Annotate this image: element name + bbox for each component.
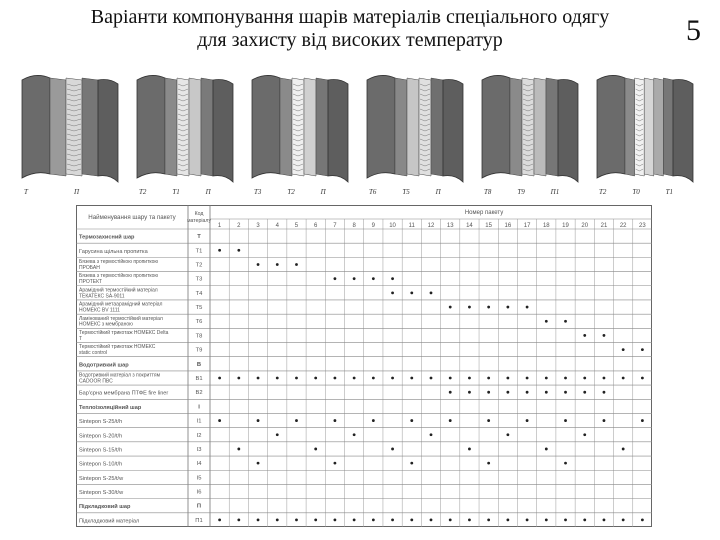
- layer-figure-2: [133, 74, 243, 196]
- material-name: Водотривкий матеріал з покриттям CADOOR ПВСВодотривкий матеріал з покриттям CADOOR ПВС: [79, 372, 161, 385]
- material-code: I5: [196, 475, 202, 482]
- header-code: Код: [194, 211, 204, 217]
- lining-layer: [673, 80, 693, 183]
- variant-mark: [257, 263, 260, 266]
- variant-mark: [526, 519, 529, 522]
- material-code: П: [196, 503, 202, 510]
- variant-mark: [430, 291, 433, 294]
- variant-mark: [410, 291, 413, 294]
- inner-layer: [165, 78, 177, 176]
- variant-number-22: 22: [619, 223, 627, 229]
- variant-mark: [506, 377, 509, 380]
- variant-mark: [334, 519, 337, 522]
- variant-mark: [564, 462, 567, 465]
- variant-number-1: 1: [217, 223, 222, 229]
- variant-number-13: 13: [446, 223, 454, 229]
- variant-number-17: 17: [523, 223, 531, 229]
- variant-mark: [526, 306, 529, 309]
- variant-mark: [487, 306, 490, 309]
- variant-mark: [372, 519, 375, 522]
- variant-mark: [487, 419, 490, 422]
- material-name: Sintepon S-10/t/hSintepon S-10/t/h: [79, 461, 123, 468]
- variant-mark: [583, 433, 586, 436]
- inner-layer: [625, 78, 635, 176]
- variant-mark: [334, 277, 337, 280]
- material-code: T3: [195, 276, 203, 283]
- material-code: T2: [195, 262, 203, 269]
- variant-mark: [603, 391, 606, 394]
- variant-mark: [583, 391, 586, 394]
- inner-layer: [316, 78, 328, 176]
- variant-mark: [237, 377, 240, 380]
- variant-mark: [583, 334, 586, 337]
- material-name: Бязева з термостійкою пропиткою ПРОБАНБязева з термостійкою пропиткою ПРОБАН: [79, 258, 159, 271]
- variant-mark: [237, 448, 240, 451]
- layer-figure-1: [18, 74, 128, 196]
- variant-mark: [468, 519, 471, 522]
- variant-number-10: 10: [389, 223, 396, 229]
- material-code: T4: [195, 290, 203, 297]
- layer-illustrations: [18, 74, 718, 204]
- variant-mark: [487, 519, 490, 522]
- variant-mark: [564, 419, 567, 422]
- variant-mark: [391, 448, 394, 451]
- material-name: Бязева з термостійкою пропиткою ПРОТЕКТБязева з термостійкою пропиткою ПРОТЕКТ: [79, 273, 159, 286]
- layer-caption: П: [435, 188, 441, 196]
- layer-figure-5: [478, 74, 588, 196]
- inner-layer: [654, 78, 664, 176]
- variant-mark: [430, 519, 433, 522]
- variant-mark: [391, 277, 394, 280]
- variant-mark: [603, 419, 606, 422]
- variant-mark: [257, 377, 260, 380]
- outer-shell-layer: [367, 75, 395, 178]
- variant-mark: [545, 391, 548, 394]
- outer-shell-layer: [22, 75, 50, 178]
- lining-layer: [328, 80, 348, 183]
- variant-number-19: 19: [562, 223, 569, 229]
- variant-mark: [506, 306, 509, 309]
- inner-layer: [292, 78, 304, 176]
- variant-mark: [218, 377, 221, 380]
- inner-layer: [534, 78, 546, 176]
- variant-mark: [430, 377, 433, 380]
- variant-mark: [218, 249, 221, 252]
- slide-number: 5: [686, 14, 701, 47]
- outer-shell-layer: [597, 75, 625, 178]
- material-code: T9: [195, 347, 203, 354]
- variant-mark: [526, 377, 529, 380]
- variant-mark: [449, 391, 452, 394]
- material-name: Sintepon S-30/t/wSintepon S-30/t/w: [79, 490, 124, 497]
- header-code-2: матеріалу: [186, 218, 212, 224]
- variant-mark: [487, 377, 490, 380]
- variant-mark: [487, 391, 490, 394]
- material-code: П1: [195, 517, 203, 524]
- variant-number-20: 20: [581, 223, 589, 229]
- variant-mark: [353, 377, 356, 380]
- variant-mark: [257, 419, 260, 422]
- material-code: I3: [196, 446, 202, 453]
- inner-layer: [407, 78, 419, 176]
- variant-mark: [564, 519, 567, 522]
- variant-mark: [372, 377, 375, 380]
- inner-layer: [395, 78, 407, 176]
- layer-caption: T5: [402, 188, 410, 196]
- material-code: T8: [195, 333, 203, 340]
- inner-layer: [663, 78, 673, 176]
- inner-layer: [82, 78, 98, 176]
- layer-caption: П: [320, 188, 326, 196]
- variant-mark: [334, 377, 337, 380]
- variant-mark: [449, 306, 452, 309]
- variant-mark: [430, 433, 433, 436]
- variant-mark: [295, 519, 298, 522]
- variant-mark: [353, 277, 356, 280]
- material-name: Sintepon S-15/t/hSintepon S-15/t/h: [79, 447, 123, 454]
- variant-mark: [583, 377, 586, 380]
- variant-mark: [622, 348, 625, 351]
- variant-mark: [314, 377, 317, 380]
- variant-mark: [468, 391, 471, 394]
- layer-figure-6: [593, 74, 703, 196]
- variant-mark: [314, 448, 317, 451]
- variant-mark: [218, 419, 221, 422]
- variant-mark: [622, 448, 625, 451]
- variant-number-14: 14: [466, 223, 473, 229]
- layer-caption: T2: [139, 188, 147, 196]
- variant-mark: [372, 277, 375, 280]
- variant-mark: [257, 519, 260, 522]
- layer-caption: П: [205, 188, 211, 196]
- variant-mark: [545, 519, 548, 522]
- material-name: Термостійкий трикотаж НОМЕКС Delta TТермостійкий трикотаж НОМЕКС Delta T: [79, 329, 169, 342]
- inner-layer: [304, 78, 316, 176]
- variant-mark: [583, 519, 586, 522]
- variant-mark: [641, 377, 644, 380]
- inner-layer: [546, 78, 558, 176]
- inner-layer: [177, 78, 189, 176]
- layer-caption: T9: [517, 188, 525, 196]
- material-name: Sintepon S-20/t/hSintepon S-20/t/h: [79, 433, 123, 440]
- variant-mark: [237, 519, 240, 522]
- variant-number-12: 12: [427, 223, 435, 229]
- material-name: Бар'єрна мембрана ПТФЕ fire linerБар'єрна мембрана ПТФЕ fire liner: [79, 390, 169, 397]
- lining-layer: [443, 80, 463, 183]
- variant-mark: [468, 306, 471, 309]
- variant-number-21: 21: [600, 223, 608, 229]
- material-code: T5: [195, 305, 203, 312]
- variant-mark: [391, 519, 394, 522]
- variant-mark: [410, 519, 413, 522]
- inner-layer: [50, 78, 66, 176]
- section-heading: Підкладковий шарПідкладковий шар: [79, 504, 131, 511]
- material-code: B2: [195, 390, 203, 397]
- variant-mark: [449, 377, 452, 380]
- variant-mark: [641, 348, 644, 351]
- variant-number-2: 2: [237, 223, 241, 229]
- table-svg: [76, 205, 652, 527]
- variant-mark: [276, 519, 279, 522]
- variant-number-8: 8: [352, 223, 356, 229]
- variant-mark: [218, 519, 221, 522]
- inner-layer: [66, 78, 82, 176]
- variant-mark: [410, 377, 413, 380]
- material-code: I4: [196, 461, 202, 468]
- lining-layer: [213, 80, 233, 183]
- variant-mark: [276, 263, 279, 266]
- layer-caption: T8: [484, 188, 492, 196]
- section-heading: Водотривкий шарВодотривкий шар: [79, 362, 129, 369]
- variant-number-11: 11: [408, 223, 415, 229]
- variant-number-7: 7: [333, 223, 337, 229]
- inner-layer: [419, 78, 431, 176]
- material-name: Арамідний термостійкий матеріал ТЕКАТЕКС SA-9011Арамідний термостійкий матеріал ТЕКАТЕКС SA-9011: [79, 287, 158, 300]
- material-name: Підкладковий матеріалПідкладковий матеріал: [79, 518, 140, 525]
- variant-mark: [237, 249, 240, 252]
- variant-mark: [526, 419, 529, 422]
- layer-caption: T2: [287, 188, 295, 196]
- variant-mark: [276, 433, 279, 436]
- variant-mark: [410, 419, 413, 422]
- inner-layer: [431, 78, 443, 176]
- variant-mark: [641, 519, 644, 522]
- slide-title-line2: для захисту від високих температур: [197, 29, 503, 51]
- inner-layer: [635, 78, 645, 176]
- variant-mark: [526, 391, 529, 394]
- section-heading: Теплоізоляційний шарТеплоізоляційний шар: [79, 404, 142, 411]
- variant-mark: [545, 377, 548, 380]
- variant-mark: [506, 433, 509, 436]
- layer-caption: T1: [172, 188, 180, 196]
- inner-layer: [522, 78, 534, 176]
- variant-mark: [622, 377, 625, 380]
- section-heading: Термозахисний шарТермозахисний шар: [79, 234, 135, 241]
- variant-mark: [487, 462, 490, 465]
- variant-mark: [564, 320, 567, 323]
- variant-number-3: 3: [256, 223, 260, 229]
- table-frame: [77, 206, 652, 527]
- layer-caption: T: [24, 188, 28, 196]
- outer-shell-layer: [252, 75, 280, 178]
- variant-mark: [564, 391, 567, 394]
- variant-mark: [545, 320, 548, 323]
- variant-number-9: 9: [371, 223, 376, 229]
- material-name: Sintepon S-25/t/wSintepon S-25/t/w: [79, 475, 124, 482]
- layer-caption: T6: [369, 188, 377, 196]
- outer-shell-layer: [482, 75, 510, 178]
- variant-number-5: 5: [294, 223, 299, 229]
- variant-mark: [257, 462, 260, 465]
- variant-mark: [372, 419, 375, 422]
- slide-title: [30, 6, 670, 52]
- variant-mark: [506, 519, 509, 522]
- outer-shell-layer: [137, 75, 165, 178]
- variant-mark: [468, 377, 471, 380]
- variant-number-6: 6: [314, 223, 318, 229]
- layer-figure-3: [248, 74, 358, 196]
- layer-caption: П: [74, 188, 80, 196]
- variant-mark: [449, 519, 452, 522]
- layer-caption: П1: [550, 188, 560, 196]
- variant-mark: [391, 291, 394, 294]
- material-name: Sintepon S-25/t/hSintepon S-25/t/h: [79, 419, 123, 426]
- lining-layer: [558, 80, 578, 183]
- variant-mark: [353, 519, 356, 522]
- variant-mark: [353, 433, 356, 436]
- layer-variants-table: [76, 205, 652, 527]
- layer-caption: T3: [254, 188, 262, 196]
- layer-caption: T1: [665, 188, 674, 196]
- material-code: T1: [195, 248, 203, 255]
- variant-number-18: 18: [542, 223, 550, 229]
- material-name: Ламінований термостійкий матеріал НОМЕКС з мембраноюЛамінований термостійкий матеріал НОМЕКС з мембраною: [79, 315, 163, 328]
- material-name: Термостійкий трикотаж НОМЕКС static controlТермостійкий трикотаж НОМЕКС static control: [79, 344, 156, 357]
- layer-caption: T0: [632, 188, 640, 196]
- variant-mark: [468, 448, 471, 451]
- material-name: Арамідний метаарамідний матеріал НОМЕКС BV 1111Арамідний метаарамідний матеріал НОМЕКС BV 1111: [79, 301, 163, 314]
- material-code: I2: [196, 432, 202, 439]
- material-name: Гарусина щільна пропиткаГарусина щільна пропитка: [79, 248, 148, 255]
- variant-number-4: 4: [275, 223, 279, 229]
- layer-caption: T2: [599, 188, 607, 196]
- layer-figure-4: [363, 74, 473, 196]
- material-code: I: [198, 404, 200, 411]
- material-code: I6: [196, 489, 202, 496]
- variant-mark: [334, 419, 337, 422]
- variant-mark: [545, 448, 548, 451]
- inner-layer: [280, 78, 292, 176]
- material-code: B: [196, 361, 202, 368]
- inner-layer: [189, 78, 201, 176]
- material-code: T: [197, 234, 201, 241]
- variant-mark: [603, 334, 606, 337]
- variant-mark: [603, 377, 606, 380]
- variant-mark: [295, 263, 298, 266]
- variant-mark: [334, 462, 337, 465]
- variant-number-15: 15: [485, 223, 492, 229]
- variant-mark: [603, 519, 606, 522]
- inner-layer: [644, 78, 654, 176]
- variant-mark: [506, 391, 509, 394]
- variant-mark: [276, 377, 279, 380]
- inner-layer: [201, 78, 213, 176]
- variant-mark: [295, 377, 298, 380]
- inner-layer: [510, 78, 522, 176]
- material-code: B1: [195, 376, 203, 382]
- variant-mark: [410, 462, 413, 465]
- variant-mark: [295, 419, 298, 422]
- variant-mark: [564, 377, 567, 380]
- material-code: I1: [196, 418, 202, 425]
- lining-layer: [98, 80, 118, 183]
- variant-number-23: 23: [639, 223, 646, 229]
- slide-title-line1: Варіанти компонування шарів матеріалів спеціального одягу: [90, 6, 610, 28]
- variant-mark: [314, 519, 317, 522]
- variant-mark: [449, 419, 452, 422]
- variant-mark: [622, 519, 625, 522]
- variant-number-16: 16: [504, 223, 512, 229]
- variant-mark: [641, 419, 644, 422]
- header-name: Найменування шару та пакету: [88, 214, 176, 221]
- material-code: T6: [195, 319, 203, 326]
- variant-mark: [391, 377, 394, 380]
- header-variant-number: Номер пакету: [464, 210, 504, 216]
